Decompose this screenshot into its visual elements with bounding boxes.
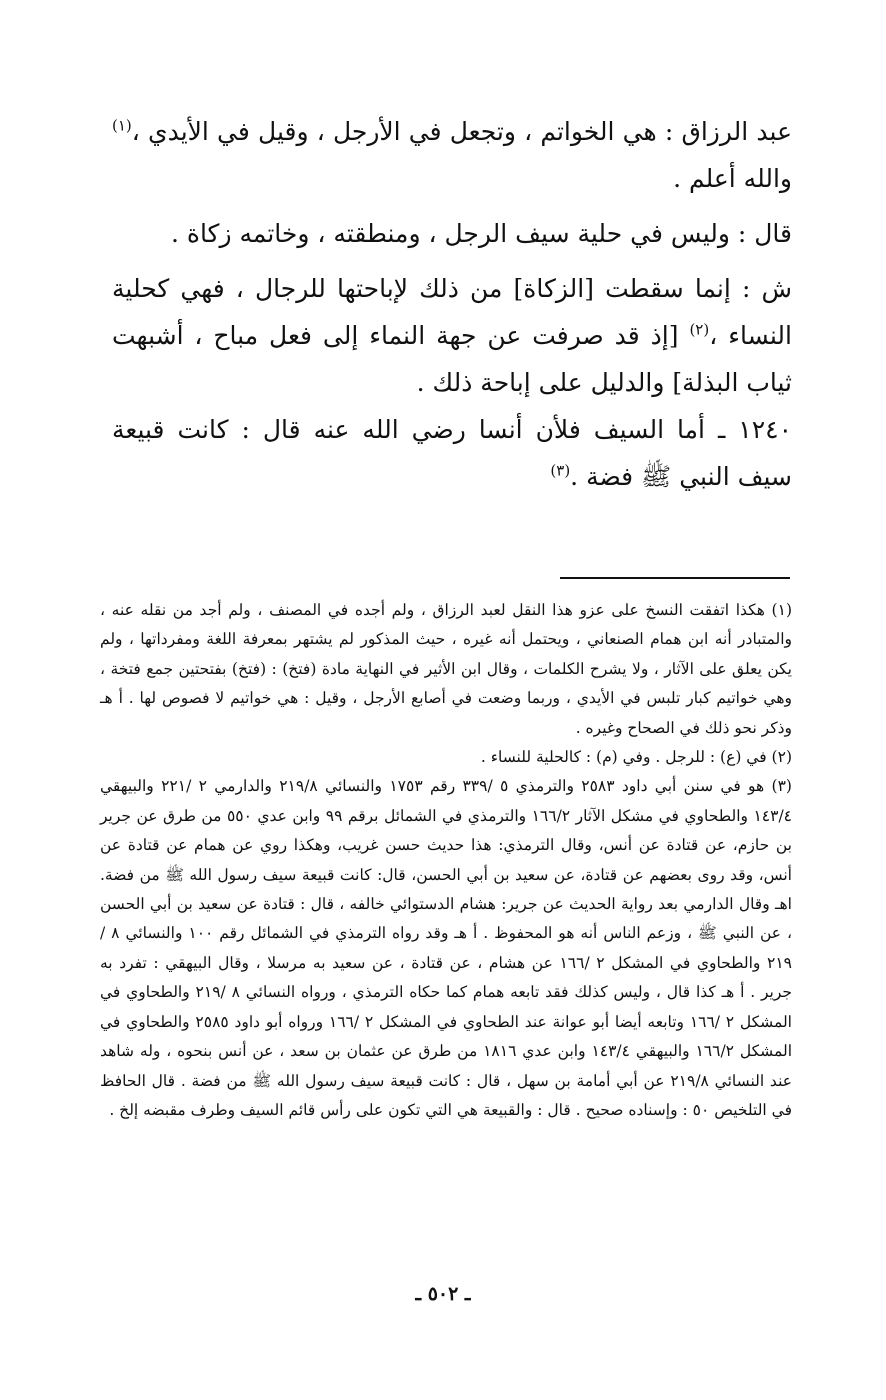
main-text — [112, 108, 792, 500]
main-paragraph-2: قال : وليس في حلية سيف الرجل ، ومنطقته ، وخاتمه زكاة . — [170, 219, 792, 248]
footnote-ref-2[interactable]: (٢) — [689, 320, 710, 339]
footnotes — [100, 596, 792, 1125]
footnote-1: (١) هكذا اتفقت النسخ على عزو هذا النقل لعبد الرزاق ، ولم أجده في المصنف ، ولم أجد من نقله عنه ، والمتبادر أنه ابن همام الصنعاني ، ويحتمل أنه غيره ، حيث المذكور لم يشتهر بمعرفة اللغة ومفرداتها ، ولم يكن يعلق على الآثار ، ولا يشرح الكلمات ، وقال ابن الأثير في النهاية مادة (فتخ) : (فتخ) بفتحتين جمع فتخة ، وهي خواتيم كبار تلبس في الأيدي ، وربما وضعت في أصابع الأرجل ، وقيل : هي خواتيم لا فصوص لها . أ هـ وذكر نحو ذلك في الصحاح وغيره . — [100, 601, 792, 737]
footnote-ref-3[interactable]: (٣) — [550, 461, 571, 480]
footnote-2: (٢) في (ع) : للرجل . وفي (م) : كالحلية للنساء . — [480, 748, 792, 767]
footnote-3: (٣) هو في سنن أبي داود ٢٥٨٣ والترمذي ٥ /٣٣٩ رقم ١٧٥٣ والنسائي ٢١٩/٨ والدارمي ٢ /٢٢١ والبيهقي ١٤٣/٤ والطحاوي في مشكل الآثار ١٦٦/٢ والترمذي في الشمائل برقم ٩٩ وابن عدي ٥٥٠ من طرق عن جرير بن حازم، عن قتادة عن أنس، وقال الترمذي: هذا حديث حسن غريب، وهكذا روي عن همام عن قتادة عن أنس، وقد روى بعضهم عن قتادة، عن سعيد بن أبي الحسن، قال: كانت قبيعة سيف رسول الله ﷺ من فضة. اهـ وقال الدارمي بعد رواية الحديث عن جرير: هشام الدستوائي خالفه ، قال : قتادة عن سعيد بن أبي الحسن ، عن النبي ﷺ ، وزعم الناس أنه هو المحفوظ . أ هـ وقد رواه الترمذي في الشمائل رقم ١٠٠ والنسائي ٨ /٢١٩ والطحاوي في المشكل ٢ /١٦٦ عن هشام ، عن قتادة ، عن سعيد به مرسلا ، وقال البيهقي : تفرد به جرير . أ هـ كذا قال ، وليس كذلك فقد تابعه همام كما حكاه الترمذي ، ورواه النسائي ٨ /٢١٩ والطحاوي في المشكل ٢ /١٦٦ وتابعه أيضا أبو عوانة عند الطحاوي في المشكل ٢ /١٦٦ ورواه أبو داود ٢٥٨٥ والطحاوي في المشكل ١٦٦/٢ والبيهقي ١٤٣/٤ وابن عدي ١٨١٦ من طرق عن عثمان بن سعد ، عن أنس بنحوه ، وله شاهد عند النسائي ٢١٩/٨ عن أبي أمامة بن سهل ، قال : كانت قبيعة سيف رسول الله ﷺ من فضة . قال الحافظ في التلخيص ٥٠ : وإسناده صحيح . قال : والقبيعة هي التي تكون على رأس قائم السيف وطرف مقبضه إلخ . — [100, 777, 792, 1119]
main-paragraph-3: ش : إنما سقطت [الزكاة] من ذلك لإباحتها للرجال ، فهي كحلية النساء ،$^{(٢)}$ [إذ قد صرفت عن جهة النماء إلى فعل مباح ، أشبهت ثياب البذلة] والدليل على إباحة ذلك . — [112, 274, 792, 397]
main-paragraph-1: عبد الرزاق : هي الخواتم ، وتجعل في الأرجل ، وقيل في الأيدي ،$^{(١)}$ والله أعلم . — [112, 116, 792, 193]
footnote-separator — [560, 577, 790, 579]
footnote-ref-1[interactable]: (١) — [112, 116, 132, 135]
page-number: ـ ٥٠٢ ـ — [415, 1283, 471, 1305]
main-paragraph-4: ١٢٤٠ ـ أما السيف فلأن أنسا رضي الله عنه قال : كانت قبيعة سيف النبي ﷺ فضة .$^{(٣)}$ — [112, 415, 792, 491]
